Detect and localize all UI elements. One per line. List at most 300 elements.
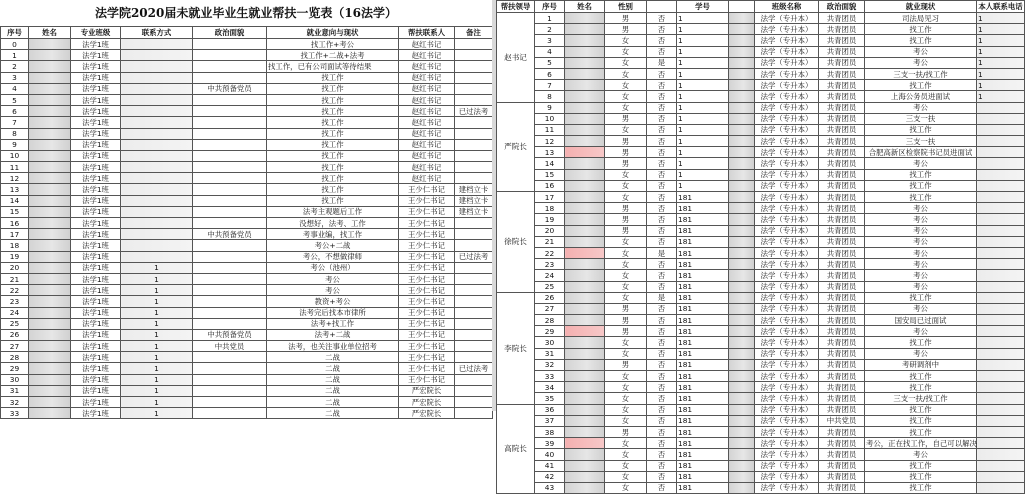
right-cell: 1 [677, 35, 729, 46]
right-cell: 1 [677, 147, 729, 158]
left-table-row [1, 363, 493, 374]
left-cell: 二战 [267, 374, 399, 385]
right-cell: 否 [647, 382, 677, 393]
right-cell [729, 359, 755, 370]
right-cell: 共青团员 [819, 281, 865, 292]
right-cell: 法学（专升本） [755, 348, 819, 359]
right-header-cell: 学号 [677, 1, 729, 13]
left-cell: 法学1班 [71, 139, 121, 150]
right-cell: 181 [677, 203, 729, 214]
left-table-row [1, 296, 493, 307]
left-cell: 法学1班 [71, 39, 121, 50]
left-cell [193, 94, 267, 105]
right-cell: 共青团员 [819, 371, 865, 382]
right-cell [565, 449, 605, 460]
left-cell [29, 251, 71, 262]
right-cell [565, 158, 605, 169]
right-cell: 否 [647, 180, 677, 191]
left-cell: 1 [121, 341, 193, 352]
right-cell: 法学（专升本） [755, 136, 819, 147]
right-cell: 找工作 [865, 371, 977, 382]
left-cell: 法考，也关注事业单位招考 [267, 341, 399, 352]
left-table-row [1, 229, 493, 240]
left-header-cell: 专业班级 [71, 27, 121, 39]
right-cell: 否 [647, 214, 677, 225]
right-cell [729, 292, 755, 303]
right-cell: 法学（专升本） [755, 192, 819, 203]
left-cell [455, 262, 493, 273]
right-cell: 找工作 [865, 426, 977, 437]
right-cell [729, 192, 755, 203]
right-cell: 共青团员 [819, 247, 865, 258]
right-cell: 共青团员 [819, 259, 865, 270]
right-cell: 181 [677, 292, 729, 303]
right-cell [729, 80, 755, 91]
right-table-row [497, 80, 1025, 91]
right-cell [977, 449, 1025, 460]
right-cell: 男 [605, 24, 647, 35]
left-cell [193, 184, 267, 195]
left-cell [121, 173, 193, 184]
left-cell [455, 94, 493, 105]
right-cell: 女 [605, 393, 647, 404]
left-cell: 王少仁书记 [399, 341, 455, 352]
left-table-row [1, 117, 493, 128]
right-cell: 男 [605, 214, 647, 225]
right-cell [565, 102, 605, 113]
left-table-row [1, 83, 493, 94]
left-cell: 找工作 [267, 139, 399, 150]
right-cell: 法学（专升本） [755, 158, 819, 169]
left-cell [193, 39, 267, 50]
left-cell: 法学1班 [71, 150, 121, 161]
right-cell: 32 [535, 359, 565, 370]
right-table-row [497, 292, 1025, 303]
right-table [496, 0, 1025, 494]
left-cell: 赵红书记 [399, 94, 455, 105]
right-cell [565, 192, 605, 203]
right-cell [977, 180, 1025, 191]
left-cell [29, 50, 71, 61]
left-table-row [1, 374, 493, 385]
left-cell: 法学1班 [71, 162, 121, 173]
left-cell: 1 [121, 385, 193, 396]
right-cell [977, 169, 1025, 180]
left-cell [455, 229, 493, 240]
right-table-row [497, 192, 1025, 203]
right-cell [565, 303, 605, 314]
left-cell [193, 318, 267, 329]
right-cell [977, 292, 1025, 303]
left-table-row [1, 150, 493, 161]
right-table-row [497, 471, 1025, 482]
right-cell: 考公 [865, 449, 977, 460]
right-cell: 否 [647, 404, 677, 415]
right-cell [729, 426, 755, 437]
right-cell [565, 270, 605, 281]
right-cell: 法学（专升本） [755, 57, 819, 68]
right-cell [729, 57, 755, 68]
right-cell: 男 [605, 136, 647, 147]
left-cell: 11 [1, 162, 29, 173]
right-cell [977, 102, 1025, 113]
right-cell: 否 [647, 113, 677, 124]
left-cell: 法学1班 [71, 296, 121, 307]
left-cell [29, 139, 71, 150]
right-cell: 181 [677, 359, 729, 370]
right-cell [729, 46, 755, 57]
left-table-row [1, 218, 493, 229]
left-cell [455, 128, 493, 139]
left-cell: 33 [1, 408, 29, 419]
right-cell: 否 [647, 46, 677, 57]
right-cell: 法学（专升本） [755, 35, 819, 46]
right-cell: 1 [677, 113, 729, 124]
right-cell: 女 [605, 35, 647, 46]
right-cell: 38 [535, 426, 565, 437]
left-cell [193, 408, 267, 419]
left-cell: 二战 [267, 352, 399, 363]
right-cell: 否 [647, 236, 677, 247]
right-cell [565, 35, 605, 46]
left-cell: 二战 [267, 408, 399, 419]
right-cell [729, 13, 755, 24]
right-table-row [497, 68, 1025, 79]
right-cell [565, 359, 605, 370]
right-cell: 1 [977, 57, 1025, 68]
left-cell [193, 397, 267, 408]
left-cell: 赵红书记 [399, 173, 455, 184]
right-table-row [497, 348, 1025, 359]
right-cell: 女 [605, 236, 647, 247]
left-cell: 找工作 [267, 117, 399, 128]
right-cell: 找工作 [865, 460, 977, 471]
left-cell [29, 150, 71, 161]
left-cell: 22 [1, 285, 29, 296]
left-cell [455, 218, 493, 229]
right-cell: 22 [535, 247, 565, 258]
right-cell [729, 371, 755, 382]
left-cell: 1 [121, 352, 193, 363]
right-cell: 法学（专升本） [755, 415, 819, 426]
right-cell: 男 [605, 113, 647, 124]
right-cell [565, 169, 605, 180]
right-cell: 共青团员 [819, 180, 865, 191]
right-table-row [497, 158, 1025, 169]
right-cell: 否 [647, 438, 677, 449]
left-cell: 找工作 [267, 195, 399, 206]
right-cell: 181 [677, 438, 729, 449]
right-cell [729, 169, 755, 180]
right-cell: 1 [977, 24, 1025, 35]
right-cell [565, 225, 605, 236]
right-cell [729, 147, 755, 158]
right-cell [565, 426, 605, 437]
right-cell: 181 [677, 247, 729, 258]
left-cell [29, 329, 71, 340]
right-cell: 否 [647, 371, 677, 382]
left-cell: 27 [1, 341, 29, 352]
left-cell: 24 [1, 307, 29, 318]
right-cell: 考公 [865, 203, 977, 214]
left-cell: 19 [1, 251, 29, 262]
right-cell: 找工作 [865, 415, 977, 426]
left-cell: 2 [1, 61, 29, 72]
left-cell: 法学1班 [71, 285, 121, 296]
left-cell: 赵红书记 [399, 162, 455, 173]
left-cell: 王少仁书记 [399, 273, 455, 284]
right-cell: 法学（专升本） [755, 482, 819, 493]
left-table-row [1, 329, 493, 340]
left-cell: 法学1班 [71, 240, 121, 251]
right-cell: 共青团员 [819, 13, 865, 24]
right-cell: 否 [647, 281, 677, 292]
left-cell [29, 397, 71, 408]
right-cell: 女 [605, 192, 647, 203]
right-cell: 女 [605, 259, 647, 270]
right-cell: 国安局已过面试 [865, 315, 977, 326]
left-cell [193, 206, 267, 217]
left-table-row [1, 285, 493, 296]
left-cell: 13 [1, 184, 29, 195]
left-cell: 1 [121, 296, 193, 307]
right-cell: 共青团员 [819, 102, 865, 113]
right-cell [977, 225, 1025, 236]
right-cell: 女 [605, 247, 647, 258]
right-cell: 法学（专升本） [755, 303, 819, 314]
right-cell: 法学（专升本） [755, 259, 819, 270]
left-cell: 法学1班 [71, 385, 121, 396]
right-cell: 女 [605, 348, 647, 359]
left-cell [193, 262, 267, 273]
right-cell [729, 281, 755, 292]
right-cell: 1 [677, 158, 729, 169]
right-cell: 181 [677, 214, 729, 225]
right-cell: 1 [535, 13, 565, 24]
right-cell: 否 [647, 303, 677, 314]
left-table-row [1, 240, 493, 251]
right-cell: 30 [535, 337, 565, 348]
left-cell: 3 [1, 72, 29, 83]
left-cell: 赵红书记 [399, 150, 455, 161]
left-cell [193, 385, 267, 396]
right-cell [565, 348, 605, 359]
left-header-cell: 政治面貌 [193, 27, 267, 39]
right-cell: 是 [647, 247, 677, 258]
right-cell: 女 [605, 382, 647, 393]
right-cell [977, 315, 1025, 326]
right-cell: 14 [535, 158, 565, 169]
right-cell: 考公 [865, 57, 977, 68]
left-cell [121, 39, 193, 50]
left-cell [121, 240, 193, 251]
right-cell: 男 [605, 359, 647, 370]
left-cell: 找工作 [267, 184, 399, 195]
leader-cell: 严院长 [497, 102, 535, 192]
left-cell: 1 [121, 408, 193, 419]
left-cell [193, 352, 267, 363]
left-cell [121, 162, 193, 173]
right-cell: 否 [647, 315, 677, 326]
left-cell [29, 72, 71, 83]
right-cell [565, 371, 605, 382]
right-cell: 考公 [865, 281, 977, 292]
right-table-row [497, 315, 1025, 326]
right-cell: 共青团员 [819, 315, 865, 326]
right-table-row [497, 113, 1025, 124]
right-cell: 否 [647, 203, 677, 214]
left-cell [121, 184, 193, 195]
right-cell: 共青团员 [819, 225, 865, 236]
right-cell: 共青团员 [819, 57, 865, 68]
right-cell: 13 [535, 147, 565, 158]
right-cell: 是 [647, 57, 677, 68]
left-table-title: 法学院2020届未就业毕业生就业帮扶一览表（16法学） [94, 6, 398, 20]
right-cell [977, 259, 1025, 270]
right-cell: 否 [647, 449, 677, 460]
right-cell [565, 460, 605, 471]
right-cell: 19 [535, 214, 565, 225]
right-cell [977, 393, 1025, 404]
right-cell: 女 [605, 102, 647, 113]
right-cell: 法学（专升本） [755, 471, 819, 482]
right-cell [977, 147, 1025, 158]
right-cell [977, 415, 1025, 426]
right-cell: 三支一扶/找工作 [865, 68, 977, 79]
right-cell: 考研调剂中 [865, 359, 977, 370]
left-cell [193, 218, 267, 229]
right-cell: 181 [677, 449, 729, 460]
left-cell [29, 173, 71, 184]
right-table-row [497, 326, 1025, 337]
left-cell: 9 [1, 139, 29, 150]
right-cell: 找工作 [865, 24, 977, 35]
right-table-row [497, 460, 1025, 471]
left-cell [29, 94, 71, 105]
right-cell [565, 91, 605, 102]
right-cell [729, 315, 755, 326]
right-cell: 37 [535, 415, 565, 426]
left-cell: 找工作 [267, 162, 399, 173]
left-cell [455, 72, 493, 83]
right-cell [729, 180, 755, 191]
right-header-cell: 性别 [605, 1, 647, 13]
right-cell: 16 [535, 180, 565, 191]
right-table-row [497, 247, 1025, 258]
left-cell [29, 318, 71, 329]
right-cell: 共青团员 [819, 203, 865, 214]
right-cell: 法学（专升本） [755, 102, 819, 113]
left-cell: 赵红书记 [399, 39, 455, 50]
right-cell: 共青团员 [819, 192, 865, 203]
left-cell: 8 [1, 128, 29, 139]
left-cell: 已过法考 [455, 363, 493, 374]
left-spreadsheet-panel [0, 0, 492, 418]
right-cell: 法学（专升本） [755, 24, 819, 35]
right-cell [977, 124, 1025, 135]
left-cell: 王少仁书记 [399, 296, 455, 307]
right-cell: 43 [535, 482, 565, 493]
right-cell [565, 113, 605, 124]
left-cell: 建档立卡 [455, 195, 493, 206]
left-cell [29, 408, 71, 419]
right-cell: 1 [677, 169, 729, 180]
right-cell: 39 [535, 438, 565, 449]
left-cell: 已过法考 [455, 251, 493, 262]
right-cell [565, 236, 605, 247]
right-cell: 1 [677, 13, 729, 24]
left-cell [121, 206, 193, 217]
right-cell [729, 68, 755, 79]
left-table-row [1, 397, 493, 408]
left-cell: 赵红书记 [399, 72, 455, 83]
left-cell [29, 218, 71, 229]
leader-cell: 徐院长 [497, 192, 535, 293]
left-cell: 法学1班 [71, 61, 121, 72]
left-cell [29, 352, 71, 363]
right-cell [977, 438, 1025, 449]
left-cell [121, 150, 193, 161]
right-cell: 找工作 [865, 482, 977, 493]
leader-cell: 赵书记 [497, 13, 535, 103]
left-cell: 法学1班 [71, 218, 121, 229]
left-table-row [1, 251, 493, 262]
left-cell [193, 251, 267, 262]
right-cell [729, 348, 755, 359]
left-cell [29, 162, 71, 173]
left-cell: 25 [1, 318, 29, 329]
left-cell: 6 [1, 106, 29, 117]
left-table-row [1, 352, 493, 363]
right-cell: 合肥高新区检察院书记员进面试 [865, 147, 977, 158]
right-cell: 男 [605, 147, 647, 158]
left-cell [29, 229, 71, 240]
right-table-row [497, 24, 1025, 35]
right-cell: 否 [647, 393, 677, 404]
left-cell: 严宏院长 [399, 397, 455, 408]
left-cell: 法学1班 [71, 106, 121, 117]
left-cell: 王少仁书记 [399, 363, 455, 374]
right-cell [565, 214, 605, 225]
right-cell: 否 [647, 147, 677, 158]
right-table-header-row [497, 1, 1025, 13]
right-cell [977, 382, 1025, 393]
right-cell [565, 136, 605, 147]
right-cell [729, 482, 755, 493]
right-cell: 找工作 [865, 192, 977, 203]
right-cell [977, 158, 1025, 169]
left-cell [193, 363, 267, 374]
right-table-row [497, 281, 1025, 292]
right-cell [977, 192, 1025, 203]
left-cell: 教资+考公 [267, 296, 399, 307]
left-table-row [1, 262, 493, 273]
right-cell [565, 315, 605, 326]
right-cell: 20 [535, 225, 565, 236]
left-cell [29, 206, 71, 217]
right-table-row [497, 147, 1025, 158]
right-cell: 否 [647, 259, 677, 270]
right-table-row [497, 337, 1025, 348]
right-cell [565, 24, 605, 35]
right-cell: 考公 [865, 303, 977, 314]
right-cell: 否 [647, 169, 677, 180]
left-cell: 1 [121, 307, 193, 318]
left-cell: 王少仁书记 [399, 318, 455, 329]
right-cell [729, 24, 755, 35]
right-cell [565, 382, 605, 393]
right-table-row [497, 482, 1025, 493]
